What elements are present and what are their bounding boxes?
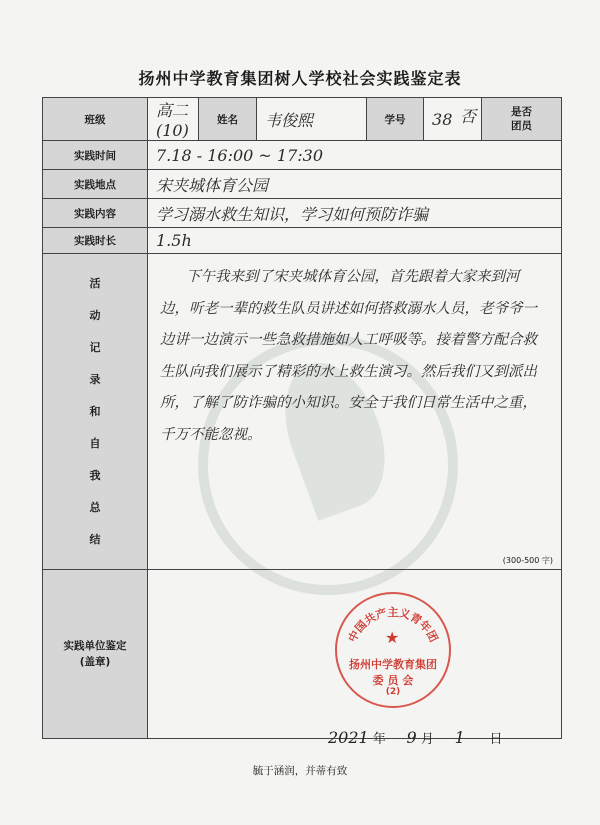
name-value: 韦俊熙 <box>257 98 367 141</box>
student-id-value: 38 <box>424 98 482 141</box>
date-line <box>328 728 503 747</box>
duration-row <box>43 228 562 254</box>
date-year-label: 年 <box>372 732 386 747</box>
seal-line-1: 扬州中学教育集团 <box>349 658 437 671</box>
time-row <box>43 141 562 170</box>
place-value: 宋夹城体育公园 <box>148 170 562 199</box>
league-committee-seal <box>335 592 451 708</box>
league-label-line-1: 是否 <box>511 106 533 118</box>
form-title: 扬州中学教育集团树人学校社会实践鉴定表 <box>138 69 462 88</box>
time-value: 7.18 - 16:00 ~ 17:30 <box>148 141 562 170</box>
appraisal-form-table <box>42 97 562 739</box>
content-value: 学习溺水救生知识，学习如何预防诈骗 <box>148 199 562 228</box>
record-label-char: 录 <box>89 372 101 386</box>
league-member-value: 否 <box>460 107 477 126</box>
seal-line-3: (2) <box>385 687 401 697</box>
activity-record-text: 下午我来到了宋夹城体育公园，首先跟着大家来到河边，听老一辈的救生队员讲述如何搭救溺水人员，老爷爷一边讲一边演示一些急救措施如人工呼吸等。接着警方配合救生队向我们展示了精彩的水上救生演习。然后我们又到派出所，了解了防诈骗的小知识。安全于我们日常生活中之重，千万不能忽视。 <box>160 269 537 443</box>
content-row <box>43 199 562 228</box>
duration-value: 1.5h <box>148 228 562 254</box>
svg-text:中国共产主义青年团: 中国共产主义青年团 <box>345 606 441 645</box>
duration-label: 实践时长 <box>43 228 148 254</box>
appraisal-label-line-1: 实践单位鉴定 <box>63 640 127 652</box>
activity-record-cell <box>148 254 562 570</box>
class-label: 班级 <box>43 98 148 141</box>
place-row <box>43 170 562 199</box>
seal-line-2: 委 员 会 <box>372 674 414 687</box>
student-id-label: 学号 <box>367 98 424 141</box>
appraisal-label-line-2: (盖章) <box>79 656 111 668</box>
record-label-char: 总 <box>89 500 101 514</box>
record-label-char: 和 <box>89 404 101 418</box>
date-year-value: 2021 <box>328 728 369 747</box>
time-label: 实践时间 <box>43 141 148 170</box>
record-label-char: 自 <box>89 436 101 450</box>
date-month-value: 9 <box>406 728 417 747</box>
word-limit-note: (300-500 字) <box>502 556 554 565</box>
content-label: 实践内容 <box>43 199 148 228</box>
date-day-label: 日 <box>489 732 503 747</box>
date-month-label: 月 <box>420 732 434 747</box>
class-value: 高二(10) <box>148 98 199 141</box>
record-label-char: 活 <box>89 276 101 290</box>
activity-record-row <box>43 254 562 570</box>
record-label-char: 动 <box>89 308 101 322</box>
activity-record-label <box>43 254 148 570</box>
appraisal-label <box>43 570 148 739</box>
date-day-value: 1 <box>454 728 465 747</box>
seal-star-icon: ★ <box>385 628 400 647</box>
school-motto: 毓于涵润，并蒂有致 <box>252 765 348 777</box>
record-label-char: 我 <box>89 468 101 482</box>
league-label-line-2: 团员 <box>511 120 533 132</box>
record-label-char: 结 <box>89 532 101 546</box>
name-label: 姓名 <box>199 98 257 141</box>
record-label-char: 记 <box>89 340 101 354</box>
appraisal-row <box>43 570 562 739</box>
place-label: 实践地点 <box>43 170 148 199</box>
